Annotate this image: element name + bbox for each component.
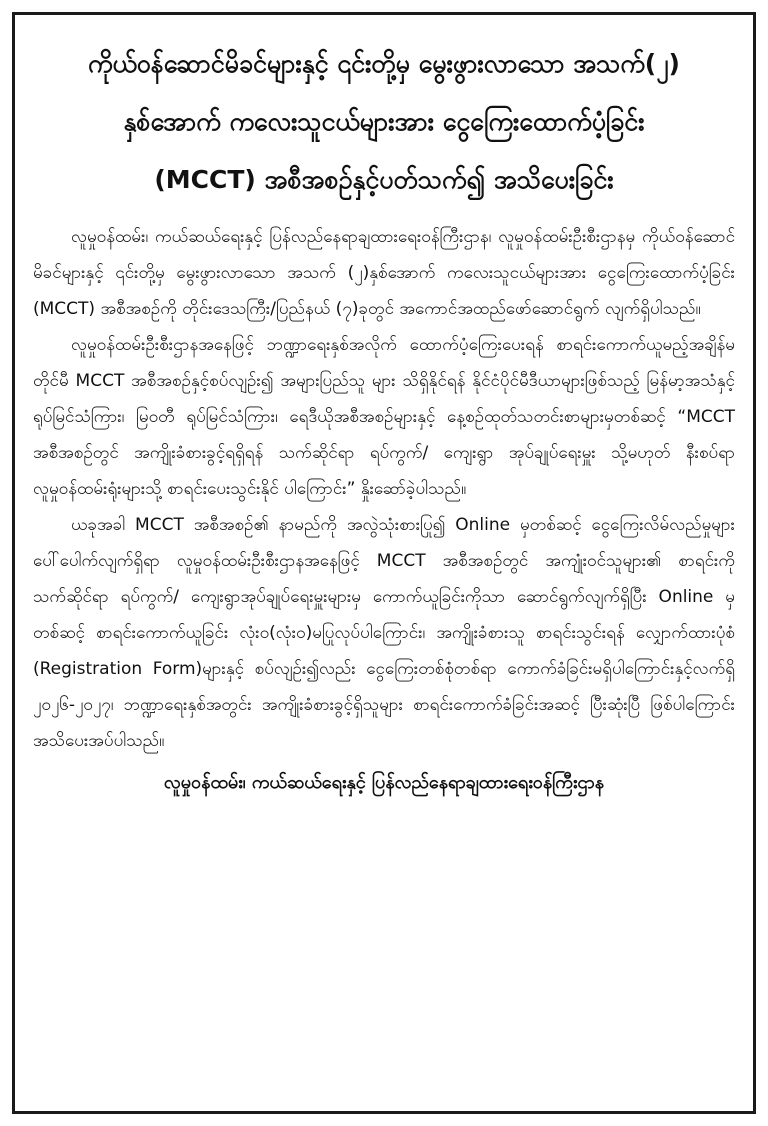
paragraph-3: ယခုအခါ MCCT အစီအစဉ်၏ နာမည်ကို အလွဲသုံးစားပြု၍ Online မှတစ်ဆင့် ငွေကြေးလိမ်လည်မှုများ ပေါ်ပေါက်လျက်ရှိရာ လူမှုဝန်ထမ်းဦးစီးဌာနအနေဖြင့် MCCT အစီအစဉ်တွင် အကျုံးဝင်သူများ၏ စာရင်းကို သက်ဆိုင်ရာ ရပ်ကွက်/ ကျေးရွာအုပ်ချုပ်ရေးမှူးများမှ ကောက်ယူခြင်းကိုသာ ဆောင်ရွက်လျက်ရှိပြီး Online မှတစ်ဆင့် စာရင်းကောက်ယူခြင်း လုံးဝ(လုံးဝ)မပြုလုပ်ပါကြောင်း၊ အကျိုးခံစားသူ စာရင်းသွင်းရန် လျှောက်ထားပုံစံ (Registration Form)များနှင့် စပ်လျဉ်း၍လည်း ငွေကြေးတစ်စုံတစ်ရာ ကောက်ခံခြင်းမရှိပါကြောင်းနှင့်လက်ရှိ ၂၀၂၆-၂၀၂၇၊ ဘဏ္ဍာရေးနှစ်အတွင်း အကျိုးခံစားခွင့်ရှိသူများ စာရင်းကောက်ခံခြင်းအဆင့် ပြီးဆုံးပြီ ဖြစ်ပါကြောင်း အသိပေးအပ်ပါသည်။ (33, 515, 735, 751)
notice-box (12, 12, 756, 1114)
title-line-1: ကိုယ်ဝန်ဆောင်မိခင်များနှင့် ၎င်းတို့မှ မွေးဖွားလာသော အသက်(၂) (88, 49, 680, 78)
title-line-2: နှစ်အောက် ကလေးသူငယ်များအား ငွေကြေးထောက်ပံ့ခြင်း (123, 107, 645, 136)
title-line-3: (MCCT) အစီအစဉ်နှင့်ပတ်သက်၍ အသိပေးခြင်း (154, 165, 614, 194)
notice-title (33, 35, 735, 209)
paragraph-1: လူမှုဝန်ထမ်း၊ ကယ်ဆယ်ရေးနှင့် ပြန်လည်နေရာချထားရေးဝန်ကြီးဌာန၊ လူမှုဝန်ထမ်းဦးစီးဌာနမှ ကိုယ်ဝန်ဆောင်မိခင်များနှင့် ၎င်းတို့မှ မွေးဖွားလာသော အသက် (၂)နှစ်အောက် ကလေးသူငယ်များအား ငွေကြေးထောက်ပံ့ခြင်း (MCCT) အစီအစဉ်ကို တိုင်းဒေသကြီး/ပြည်နယ် (၇)ခုတွင် အကောင်အထည်ဖော်ဆောင်ရွက် လျက်ရှိပါသည်။ (33, 227, 735, 319)
paragraph-2: လူမှုဝန်ထမ်းဦးစီးဌာနအနေဖြင့် ဘဏ္ဍာရေးနှစ်အလိုက် ထောက်ပံ့ကြေးပေးရန် စာရင်းကောက်ယူမည့်အချိန်မတိုင်မီ MCCT အစီအစဉ်နှင့်စပ်လျဉ်း၍ အများပြည်သူ များ သိရှိနိုင်ရန် နိုင်ငံပိုင်မီဒီယာများဖြစ်သည့် မြန်မာ့အသံနှင့် ရုပ်မြင်သံကြား၊ မြဝတီ ရုပ်မြင်သံကြား၊ ရေဒီယိုအစီအစဉ်များနှင့် နေ့စဉ်ထုတ်သတင်းစာများမှတစ်ဆင့် “MCCT အစီအစဉ်တွင် အကျိုးခံစားခွင့်ရရှိရန် သက်ဆိုင်ရာ ရပ်ကွက်/ ကျေးရွာ အုပ်ချုပ်ရေးမှူး သို့မဟုတ် နီးစပ်ရာလူမှုဝန်ထမ်းရုံးများသို့ စာရင်းပေးသွင်းနိုင် ပါကြောင်း” နှိုးဆော်ခဲ့ပါသည်။ (33, 335, 735, 499)
issuer-signature: လူမှုဝန်ထမ်း၊ ကယ်ဆယ်ရေးနှင့် ပြန်လည်နေရာချထားရေးဝန်ကြီးဌာန (163, 772, 605, 793)
